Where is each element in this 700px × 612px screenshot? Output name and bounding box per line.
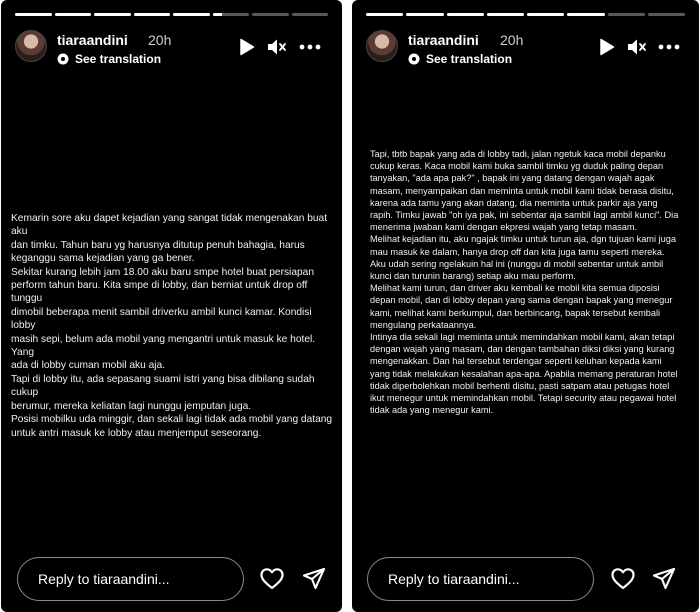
story-panel-right[interactable] — [352, 0, 699, 612]
progress-fill — [55, 13, 92, 16]
play-icon — [239, 38, 255, 56]
progress-fill — [447, 13, 484, 16]
share-button[interactable] — [301, 566, 327, 592]
heart-icon — [259, 566, 285, 592]
reply-placeholder: Reply to tiaraandini... — [388, 571, 520, 587]
progress-segment — [648, 13, 685, 16]
story-text: Kemarin sore aku dapet kejadian yang sangat tidak mengenakan buat aku dan timku. Tahun baru yg harusnya ditutup penuh bahagia, harus keganggu sama kejadian yang ga bener. Sekitar kurang lebih jam 18.00 aku baru smpe hotel buat persiapan perform tahun baru. Kita smpe di lobby, dan berniat untuk drop off tunggu dimobil beberapa menit sambil driverku ambil kunci kamar. Kondisi lobby masih sepi, belum ada mobil yang mengantri untuk masuk ke hotel. Yang ada di lobby cuman mobil aku aja. Tapi di lobby itu, ada sepasang suami istri yang bisa dibilang sudah cukup berumur, mereka keliatan lagi nunggu jemputan juga. Posisi mobilku uda minggir, dan sekali lagi tidak ada mobil yang datang untuk antri masuk ke lobby atau menjemput seseorang. — [11, 213, 333, 439]
progress-fill — [173, 13, 210, 16]
progress-fill — [366, 13, 403, 16]
progress-fill — [94, 13, 131, 16]
username[interactable]: tiaraandini — [57, 32, 128, 48]
see-translation-link[interactable] — [408, 52, 512, 66]
progress-fill — [15, 13, 52, 16]
translate-icon — [57, 53, 69, 65]
progress-segment — [487, 13, 524, 16]
progress-segment — [55, 13, 92, 16]
story-progress-bar — [15, 13, 328, 16]
more-options-button[interactable] — [299, 36, 321, 58]
story-text: Tapi, tbtb bapak yang ada di lobby tadi, jalan ngetuk kaca mobil depanku cukup keras. Kaca mobil kami buka sambil timku yg duduk paling depan tanyakan, "ada apa pak?" , bapak ini yang datang dengan wajah agak masam, menyampaikan dan meminta untuk mobil kami tidak berasa disitu, karena ada tamu yang akan datang, dia meminta untuk parkir aja yang rapih. Timku jawab "oh iya pak, ini sebentar aja sambil lagi ambil kunci". Dia menerima jwaban kami dengan ekpresi wajah yang tetap masam. Melihat kejadian itu, aku ngajak timku untuk turun aja, dgn tujuan kami juga mau masuk ke dalam, hanya drop off dan kita juga tamu seperti mereka. Aku udah sering ngelakuin hal ini (nunggu di mobil sebentar untuk ambil kunci dan turunin barang) setiap aku mau perform. Melihat kami turun, dan driver aku kembali ke mobil kita semua diposisi depan mobil, dan di lobby depan yang sama dengan bapak yang menegur kami, melihat kami berkumpul, dan berbincang, bapak tersebut kembali mengulang perkataannya. Intinya dia sekali lagi meminta untuk memindahkan mobil kami, akan tetapi dengan wajah yang masam, dan dengan tambahan diksi diksi yang kurang mengenakkan. Dan hal tersebut terdengar seperti keluhan kepada kami yang tidak melakukan kesalahan apa-apa. Apabila memang peraturan hotel tidak diperbolehkan mobil berhenti disitu, pasti satpam atau petugas hotel ikut menegur untuk memindahkan mobil. Tetapi security atau pegawai hotel tidak ada yang menegur kami. — [370, 149, 679, 416]
share-button[interactable] — [651, 566, 677, 592]
progress-segment — [252, 13, 289, 16]
send-icon — [301, 566, 327, 592]
progress-segment — [292, 13, 329, 16]
like-button[interactable] — [259, 566, 285, 592]
mute-icon — [267, 38, 287, 56]
post-time: 20h — [500, 32, 524, 48]
reply-input[interactable] — [367, 557, 594, 601]
see-translation-link[interactable] — [57, 52, 161, 66]
progress-segment — [366, 13, 403, 16]
progress-segment — [15, 13, 52, 16]
progress-segment — [406, 13, 443, 16]
progress-fill — [567, 13, 604, 16]
story-panel-left[interactable] — [1, 0, 342, 612]
avatar[interactable] — [15, 30, 47, 62]
more-options-icon — [299, 44, 321, 50]
story-header — [15, 28, 330, 68]
see-translation-label: See translation — [426, 52, 513, 66]
progress-fill — [213, 13, 222, 16]
progress-segment — [94, 13, 131, 16]
progress-segment — [173, 13, 210, 16]
like-button[interactable] — [610, 566, 636, 592]
progress-segment — [213, 13, 250, 16]
heart-icon — [610, 566, 636, 592]
progress-segment — [567, 13, 604, 16]
more-options-button[interactable] — [658, 36, 680, 58]
username[interactable]: tiaraandini — [408, 32, 479, 48]
progress-segment — [608, 13, 645, 16]
play-button[interactable] — [236, 36, 258, 58]
progress-fill — [487, 13, 524, 16]
progress-segment — [447, 13, 484, 16]
story-header — [366, 28, 687, 68]
progress-segment — [527, 13, 564, 16]
mute-button[interactable] — [266, 36, 288, 58]
more-options-icon — [658, 44, 680, 50]
avatar[interactable] — [366, 30, 398, 62]
mute-button[interactable] — [626, 36, 648, 58]
send-icon — [651, 566, 677, 592]
mute-icon — [627, 38, 647, 56]
post-time: 20h — [148, 32, 172, 48]
translate-icon — [408, 53, 420, 65]
progress-fill — [406, 13, 443, 16]
play-button[interactable] — [596, 36, 618, 58]
progress-segment — [134, 13, 171, 16]
see-translation-label: See translation — [75, 52, 162, 66]
play-icon — [599, 38, 615, 56]
progress-fill — [134, 13, 171, 16]
reply-placeholder: Reply to tiaraandini... — [38, 571, 170, 587]
story-progress-bar — [366, 13, 685, 16]
reply-input[interactable] — [17, 557, 244, 601]
progress-fill — [527, 13, 564, 16]
